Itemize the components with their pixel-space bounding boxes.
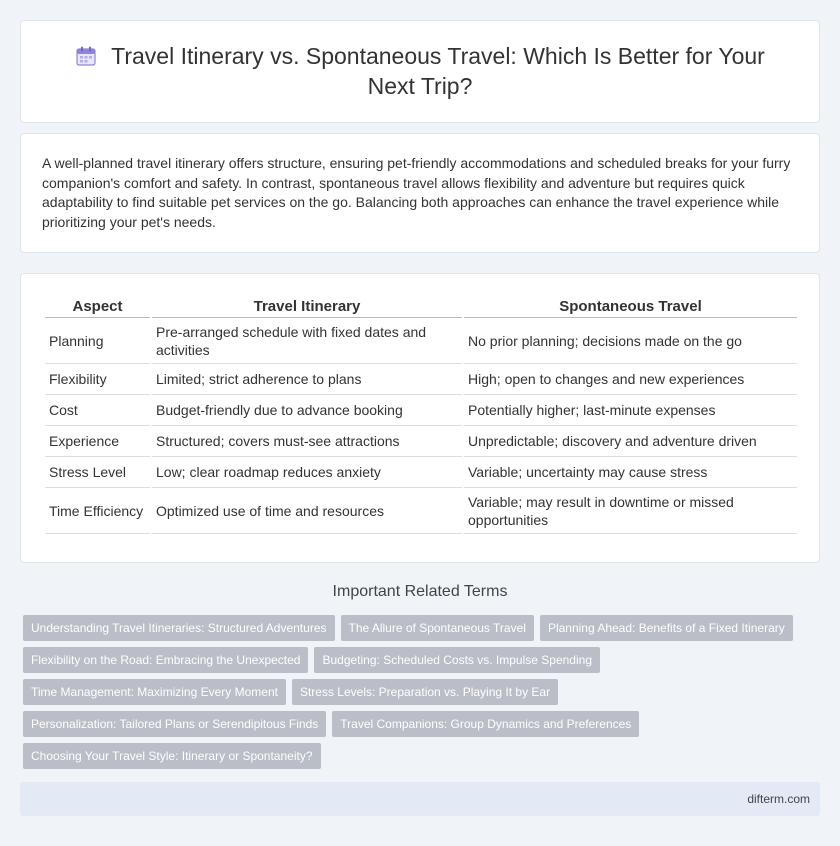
related-terms-list	[23, 615, 813, 775]
related-term-tag[interactable]: Choosing Your Travel Style: Itinerary or Spontaneity?	[23, 743, 321, 769]
header-travel-itinerary: Travel Itinerary	[152, 296, 462, 318]
comparison-card	[20, 273, 820, 563]
table-row	[45, 395, 797, 426]
calendar-icon	[75, 45, 97, 67]
footer-site-link[interactable]: difterm.com	[747, 792, 810, 806]
table-cell: Flexibility	[45, 364, 150, 395]
intro-paragraph: A well-planned travel itinerary offers structure, ensuring pet-friendly accommodations and scheduled breaks for your furry companion's comfort and safety. In contrast, spontaneous travel allows flexibility and adventure but requires quick adaptability to find suitable pet services on the go. Balancing both approaches can enhance the travel experience while prioritizing your pet's needs.	[42, 155, 791, 230]
table-cell: Optimized use of time and resources	[152, 488, 462, 534]
related-term-tag[interactable]: The Allure of Spontaneous Travel	[341, 615, 534, 641]
table-cell: No prior planning; decisions made on the go	[464, 318, 797, 364]
table-cell: Cost	[45, 395, 150, 426]
related-term-tag[interactable]: Time Management: Maximizing Every Moment	[23, 679, 286, 705]
page-title	[61, 41, 779, 101]
table-cell: Low; clear roadmap reduces anxiety	[152, 457, 462, 488]
table-cell: High; open to changes and new experiences	[464, 364, 797, 395]
table-row	[45, 426, 797, 457]
table-cell: Limited; strict adherence to plans	[152, 364, 462, 395]
table-cell: Structured; covers must-see attractions	[152, 426, 462, 457]
table-row	[45, 488, 797, 534]
table-cell: Unpredictable; discovery and adventure driven	[464, 426, 797, 457]
related-term-tag[interactable]: Flexibility on the Road: Embracing the Unexpected	[23, 647, 308, 673]
related-term-tag[interactable]: Travel Companions: Group Dynamics and Preferences	[332, 711, 639, 737]
table-cell: Time Efficiency	[45, 488, 150, 534]
table-cell: Variable; may result in downtime or missed opportunities	[464, 488, 797, 534]
comparison-table	[43, 296, 799, 534]
intro-card	[20, 133, 820, 253]
related-term-tag[interactable]: Budgeting: Scheduled Costs vs. Impulse Spending	[314, 647, 600, 673]
header-card	[20, 20, 820, 123]
table-cell: Budget-friendly due to advance booking	[152, 395, 462, 426]
related-term-tag[interactable]: Personalization: Tailored Plans or Serendipitous Finds	[23, 711, 326, 737]
related-term-tag[interactable]: Stress Levels: Preparation vs. Playing It by Ear	[292, 679, 558, 705]
header-spontaneous-travel: Spontaneous Travel	[464, 296, 797, 318]
table-row	[45, 457, 797, 488]
table-header-row	[45, 296, 797, 318]
table-cell: Stress Level	[45, 457, 150, 488]
related-term-tag[interactable]: Understanding Travel Itineraries: Structured Adventures	[23, 615, 335, 641]
table-cell: Potentially higher; last-minute expenses	[464, 395, 797, 426]
table-cell: Experience	[45, 426, 150, 457]
header-aspect: Aspect	[45, 296, 150, 318]
table-cell: Planning	[45, 318, 150, 364]
table-cell: Variable; uncertainty may cause stress	[464, 457, 797, 488]
table-row	[45, 364, 797, 395]
related-terms-title: Important Related Terms	[332, 583, 508, 600]
related-term-tag[interactable]: Planning Ahead: Benefits of a Fixed Itinerary	[540, 615, 793, 641]
footer-bar	[20, 782, 820, 816]
page-title-text: Travel Itinerary vs. Spontaneous Travel: Which Is Better for Your Next Trip?	[111, 43, 765, 99]
table-row	[45, 318, 797, 364]
table-cell: Pre-arranged schedule with fixed dates and activities	[152, 318, 462, 364]
